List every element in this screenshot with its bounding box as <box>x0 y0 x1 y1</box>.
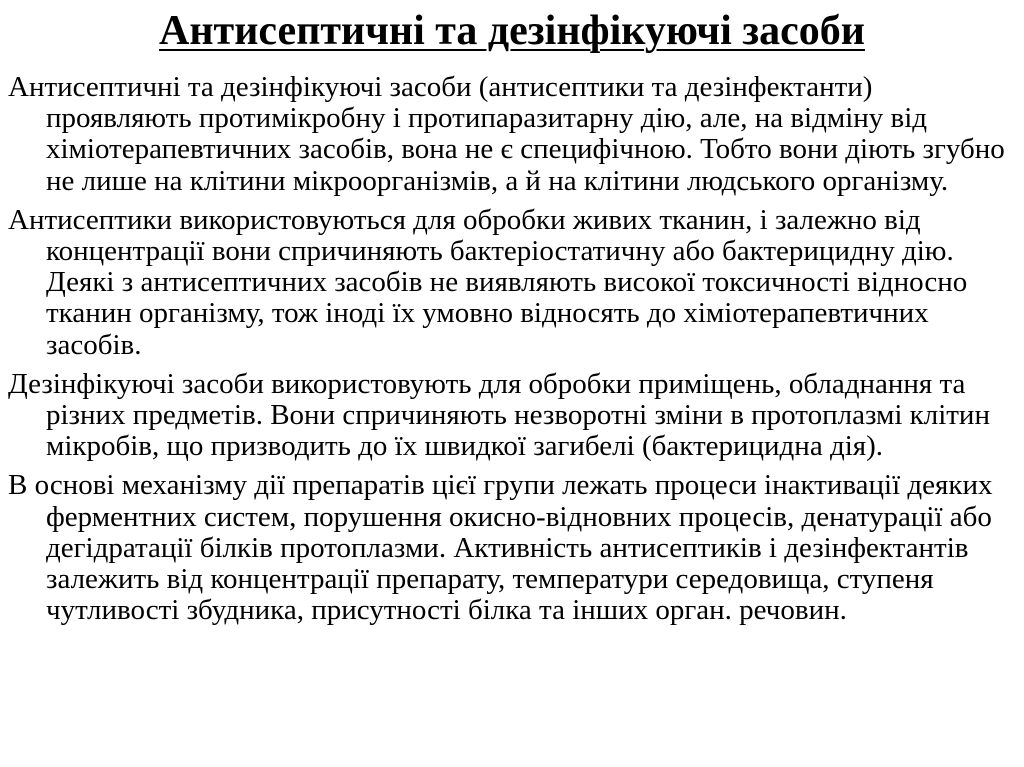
paragraph-mechanism: В основі механізму дії препаратів цієї групи лежать процеси інактивації деяких ферментних систем, порушення окисно-відновних процесів, денатурації або дегідратації білків протоплазми. Активність антисептиків і дезінфектантів залежить від концентрації препарату, температури середовища, ступеня чутливості збудника, присутності білка та інших орган. речовин. <box>8 469 993 627</box>
paragraph-definition: Антисептичні та дезінфікуючі засоби (антисептики та дезінфектанти) проявляють протимікробну і протипаразитарну дію, але, на відміну від хіміотерапевтичних засобів, вона не є специфічною. Тобто вони діють згубно не лише на клітини мікроорганізмів, а й на клітини людського організму. <box>8 71 1005 197</box>
paragraph-disinfectants: Дезінфікуючі засоби використовують для обробки приміщень, обладнання та різних предметів. Вони спричиняють незворотні зміни в протоплазмі клітин мікробів, що призводить до їх швидкої загибелі (бактерицидна дія). <box>8 367 990 463</box>
paragraph-antiseptics: Антисептики використовуються для обробки живих тканин, і залежно від концентрації вони спричиняють бактеріостатичну або бактерицидну дію. Деякі з антисептичних засобів не виявляють високої токсичності відносно тканин організму, тож іноді їх умовно відносять до хіміотерапевтичних засобів. <box>8 203 968 361</box>
slide-title: Антисептичні та дезінфікуючі засоби <box>159 8 865 54</box>
slide-body <box>8 72 1018 634</box>
